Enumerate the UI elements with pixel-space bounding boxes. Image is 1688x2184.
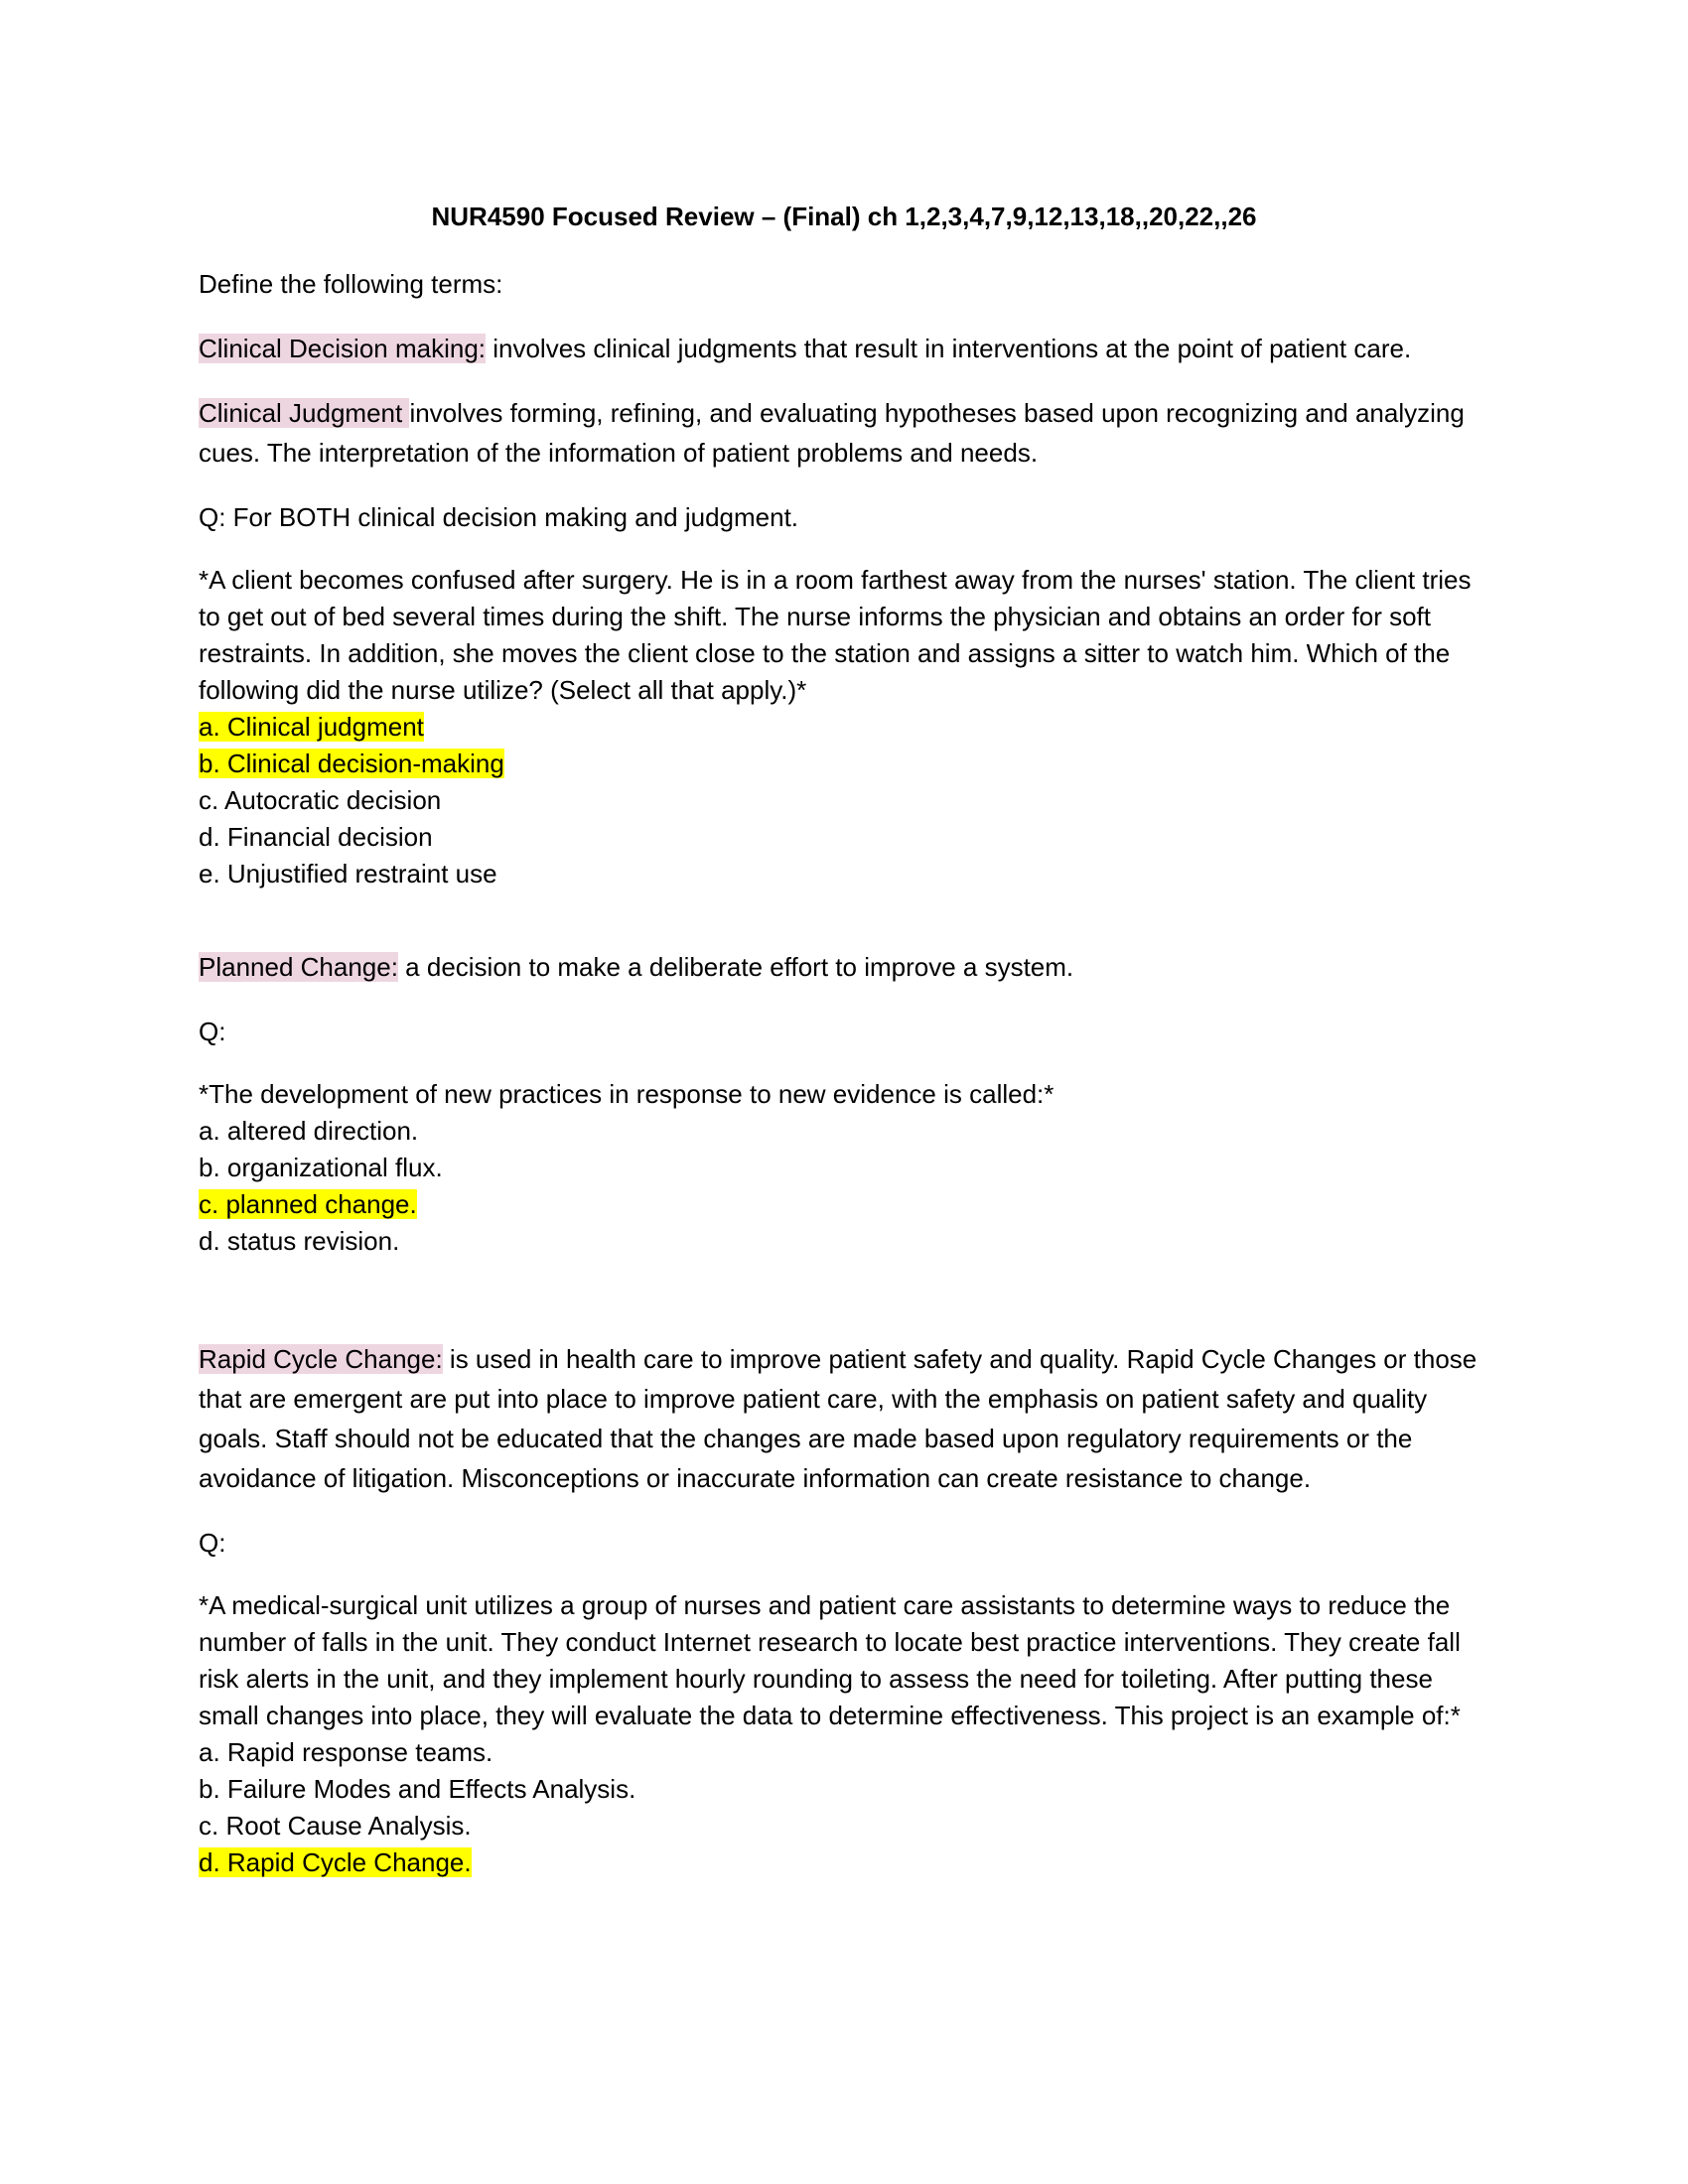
answer-option: b. Failure Modes and Effects Analysis. <box>199 1774 636 1804</box>
definition-text: involves clinical judgments that result in interventions at the point of patient care. <box>486 334 1412 363</box>
document-content <box>199 199 1489 1906</box>
answer-option <box>199 1186 1489 1223</box>
definition-planned-change <box>199 947 1489 987</box>
correct-answer: a. Clinical judgment <box>199 712 424 742</box>
question-text: *The development of new practices in response to new evidence is called:* <box>199 1079 1055 1109</box>
term-label: Planned Change: <box>199 952 398 982</box>
question-label-3: Q: <box>199 1528 226 1558</box>
answer-option <box>199 746 1489 782</box>
question-block-1 <box>199 562 1489 892</box>
answer-option: b. organizational flux. <box>199 1153 443 1182</box>
term-label: Rapid Cycle Change: <box>199 1344 443 1374</box>
definition-clinical-decision-making <box>199 329 1489 368</box>
answer-option <box>199 709 1489 746</box>
definition-clinical-judgment <box>199 393 1489 473</box>
question-text: *A medical-surgical unit utilizes a group of nurses and patient care assistants to determine ways to reduce the number of falls in the unit. They conduct Internet research to locate best practice interventions. They create fall risk alerts in the unit, and they implement hourly rounding to assess the need for toileting. After putting these small changes into place, they will evaluate the data to determine effectiveness. This project is an example of:* <box>199 1590 1461 1730</box>
intro-text: Define the following terms: <box>199 269 503 299</box>
answer-option: e. Unjustified restraint use <box>199 859 497 888</box>
answer-option: c. Root Cause Analysis. <box>199 1811 472 1841</box>
term-label: Clinical Judgment <box>199 398 410 428</box>
question-text: *A client becomes confused after surgery. He is in a room farthest away from the nurses' station. The client tries to get out of bed several times during the shift. The nurse informs the physician and obtains an order for soft restraints. In addition, she moves the client close to the station and assigns a sitter to watch him. Which of the following did the nurse utilize? (Select all that apply.)* <box>199 565 1472 705</box>
question-block-2 <box>199 1076 1489 1260</box>
definition-text: is used in health care to improve patient safety and quality. Rapid Cycle Changes or those that are emergent are put into place to improve patient care, with the emphasis on patient safety and quality goals. Staff should not be educated that the changes are made based upon regulatory requirements or the avoidance of litigation. Misconceptions or inaccurate information can create resistance to change. <box>199 1344 1477 1493</box>
question-label-2: Q: <box>199 1017 226 1046</box>
correct-answer: b. Clinical decision-making <box>199 749 504 778</box>
answer-option: d. Financial decision <box>199 822 433 852</box>
answer-option <box>199 1844 1489 1881</box>
document-title: NUR4590 Focused Review – (Final) ch 1,2,3,4,7,9,12,13,18,,20,22,,26 <box>431 202 1257 231</box>
answer-option: c. Autocratic decision <box>199 785 442 815</box>
answer-option: d. status revision. <box>199 1226 400 1256</box>
answer-option: a. altered direction. <box>199 1116 419 1146</box>
term-label: Clinical Decision making: <box>199 334 486 363</box>
definition-text: involves forming, refining, and evaluating hypotheses based upon recognizing and analyzing cues. The interpretation of the information of patient problems and needs. <box>199 398 1465 468</box>
definition-text: a decision to make a deliberate effort to improve a system. <box>397 952 1074 982</box>
question-label-1: Q: For BOTH clinical decision making and judgment. <box>199 502 799 532</box>
definition-rapid-cycle-change <box>199 1339 1489 1498</box>
answer-option: a. Rapid response teams. <box>199 1737 493 1767</box>
question-block-3 <box>199 1587 1489 1881</box>
correct-answer: d. Rapid Cycle Change. <box>199 1847 472 1877</box>
correct-answer: c. planned change. <box>199 1189 417 1219</box>
